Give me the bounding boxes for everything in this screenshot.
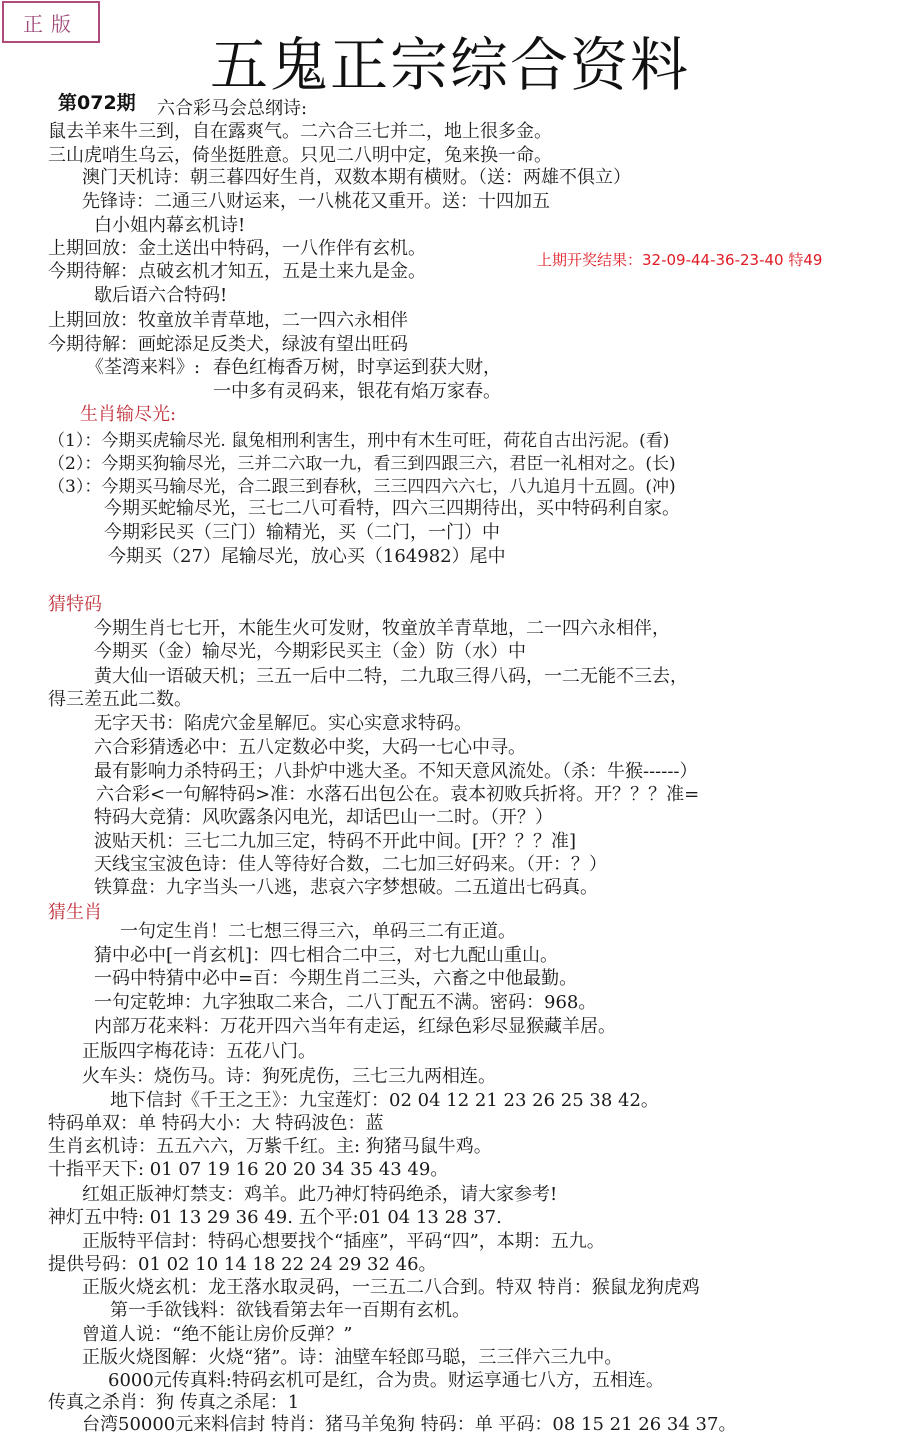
- guess-zodiac-line: 提供号码：01 02 10 14 18 22 24 29 32 46。: [48, 1254, 437, 1275]
- zodiac-lose-line: （2）：今期买狗输尽光，三并二六取一九，看三到四跟三六，君臣一礼相对之。(长): [48, 454, 676, 474]
- guess-special-line: 最有影响力杀特码王；八卦炉中逃大圣。不知天意风流处。（杀：牛猴------）: [94, 761, 698, 782]
- guess-special-line: 六合彩猜透必中：五八定数必中奖，大码一七心中寻。: [94, 737, 526, 758]
- intro-line: 先锋诗：二通三八财运来，一八桃花又重开。送：十四加五: [82, 191, 550, 212]
- zodiac-lose-line: 今期买（27）尾输尽光，放心买（164982）尾中: [108, 546, 506, 567]
- guess-zodiac-line: 传真之杀肖：狗 传真之杀尾：1: [48, 1392, 300, 1413]
- intro-line: 今期待解：点破玄机才知五，五是土来九是金。: [48, 261, 426, 282]
- guess-zodiac-line: 第一手欲钱料：欲钱看第去年一百期有玄机。: [110, 1300, 470, 1321]
- guess-zodiac-line: 生肖玄机诗：五五六六，万紫千红。主: 狗猪马鼠牛鸡。: [48, 1136, 492, 1157]
- intro-line: 澳门天机诗：朝三暮四好生肖，双数本期有横财。（送：两雄不俱立）: [82, 167, 631, 188]
- guess-special-line: 波贴天机：三七二九加三定，特码不开此中间。[开？？？准]: [94, 831, 577, 852]
- guess-zodiac-line: 一码中特猜中必中=百：今期生肖二三头，六畜之中他最勤。: [94, 968, 578, 989]
- guess-zodiac-line: 一句定生肖！二七想三得三六，单码三二有正道。: [120, 921, 516, 942]
- intro-line: 一中多有灵码来，银花有焰万家春。: [213, 381, 501, 402]
- intro-line: 歇后语六合特码!: [94, 285, 228, 306]
- guess-zodiac-line: 特码单双：单 特码大小：大 特码波色：蓝: [48, 1113, 384, 1134]
- guess-zodiac-line: 火车头：烧伤马。诗：狗死虎伤，三七三九两相连。: [82, 1066, 496, 1087]
- issue-number: 第072期: [58, 92, 136, 114]
- guess-zodiac-line: 正版特平信封：特码心想要找个“插座”，平码“四”，本期：五九。: [82, 1231, 605, 1252]
- section-heading-guess-special: 猜特码: [48, 594, 102, 615]
- intro-line: 今期待解：画蛇添足反类犬，绿波有望出旺码: [48, 334, 408, 355]
- zodiac-lose-line: 今期彩民买（三门）输精光，买（二门，一门）中: [104, 522, 500, 543]
- zodiac-lose-line: （3）：今期买马输尽光，合二跟三到春秋，三三四四六六七，八九追月十五圆。(冲): [48, 477, 676, 497]
- intro-line: 上期回放：牧童放羊青草地，二一四六永相伴: [48, 310, 408, 331]
- intro-line: 春色红梅香万树，时享运到获大财，: [213, 357, 501, 378]
- last-draw-result: 上期开奖结果：32-09-44-36-23-40 特49: [537, 251, 823, 269]
- zodiac-lose-line: 今期买蛇输尽光，三七二八可看特，四六三四期待出，买中特码利自家。: [104, 498, 680, 519]
- guess-zodiac-line: 十指平天下: 01 07 19 16 20 20 34 35 43 49。: [48, 1159, 449, 1180]
- intro-line: 六合彩马会总纲诗:: [157, 98, 308, 119]
- guess-special-line: 今期生肖七七开，木能生火可发财，牧童放羊青草地，二一四六永相伴，: [94, 618, 670, 639]
- page-title: 五鬼正宗综合资料: [210, 31, 691, 99]
- intro-line: 白小姐内幕玄机诗!: [94, 215, 246, 236]
- guess-zodiac-line: 地下信封《千王之王》：九宝莲灯：02 04 12 21 23 26 25 38 42。: [110, 1090, 659, 1111]
- guess-special-line: 无字天书：陷虎穴金星解厄。实心实意求特码。: [94, 713, 472, 734]
- guess-zodiac-line: 6000元传真料:特码玄机可是红，合为贵。财运享通七八方，五相连。: [108, 1370, 664, 1391]
- guess-zodiac-line: 猜中必中[一肖玄机]：四七相合二中三，对七九配山重山。: [94, 945, 559, 966]
- guess-special-line: 得三差五此二数。: [48, 689, 192, 710]
- guess-special-line: 天线宝宝波色诗：佳人等待好合数，二七加三好码来。（开：？）: [94, 854, 607, 875]
- guess-zodiac-line: 曾道人说：“绝不能让房价反弹？”: [82, 1324, 353, 1345]
- guess-zodiac-line: 神灯五中特: 01 13 29 36 49. 五个平:01 04 13 28 37.: [48, 1207, 502, 1228]
- guess-zodiac-line: 正版火烧玄机：龙王落水取灵码，一三五二八合到。特双 特肖：猴鼠龙狗虎鸡: [82, 1277, 700, 1298]
- intro-line: 鼠去羊来牛三到，自在露爽气。二六合三七并二，地上很多金。: [48, 121, 552, 142]
- guess-zodiac-line: 一句定乾坤：九字独取二来合，二八丁配五不满。密码：968。: [94, 992, 597, 1013]
- guess-zodiac-line: 内部万花来料：万花开四六当年有走运，红绿色彩尽显猴藏羊居。: [94, 1016, 616, 1037]
- intro-line: 三山虎哨生乌云，倚坐挺胜意。只见二八明中定，兔来换一命。: [48, 145, 552, 166]
- guess-special-line: 今期买（金）输尽光，今期彩民买主（金）防（水）中: [94, 641, 526, 662]
- guess-special-line: 六合彩<一句解特码>准：水落石出包公在。袁本初败兵折将。开？？？准=: [96, 784, 700, 805]
- section-heading-zodiac-lose: 生肖输尽光:: [80, 404, 177, 425]
- intro-line: 《荃湾来料》:: [86, 357, 201, 378]
- authentic-badge: 正版: [2, 1, 100, 43]
- guess-zodiac-line: 正版四字梅花诗：五花八门。: [82, 1041, 316, 1062]
- guess-special-line: 铁算盘：九字当头一八逃，悲哀六字梦想破。二五道出七码真。: [94, 877, 598, 898]
- zodiac-lose-line: （1）：今期买虎输尽光. 鼠兔相刑利害生，刑中有木生可旺，荷花自古出污泥。(看): [48, 431, 670, 451]
- section-heading-guess-zodiac: 猜生肖: [48, 902, 102, 923]
- guess-special-line: 特码大竞猜：风吹露条闪电光，却话巴山一二时。（开？）: [94, 807, 553, 828]
- intro-line: 上期回放：金土送出中特码，一八作伴有玄机。: [48, 238, 426, 259]
- guess-special-line: 黄大仙一语破天机；三五一后中二特，二九取三得八码，一二无能不三去，: [94, 666, 688, 687]
- guess-zodiac-line: 红姐正版神灯禁支：鸡羊。此乃神灯特码绝杀，请大家参考!: [82, 1184, 558, 1205]
- guess-zodiac-line: 正版火烧图解：火烧“猪”。诗：油壁车轻郎马聪，三三伴六三九中。: [82, 1347, 623, 1368]
- guess-zodiac-line: 台湾50000元来料信封 特肖：猪马羊兔狗 特码：单 平码：08 15 21 26 34 37。: [82, 1414, 737, 1434]
